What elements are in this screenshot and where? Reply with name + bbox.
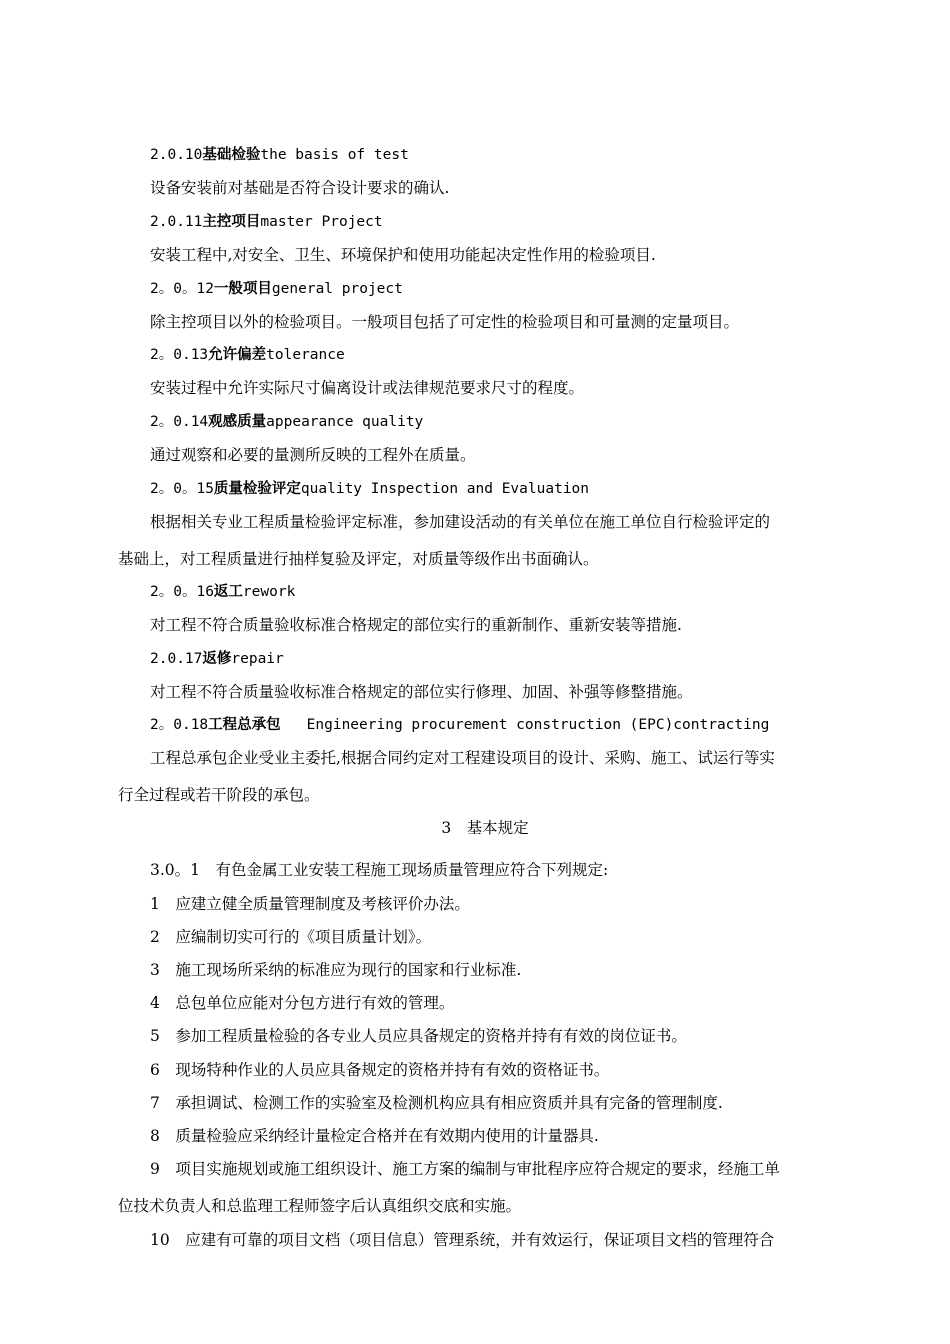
term-definition: 安装工程中,对安全、卫生、环境保护和使用功能起决定性作用的检验项目. bbox=[150, 246, 656, 264]
list-item: 7 承担调试、检测工作的实验室及检测机构应具有相应资质并具有完备的管理制度. bbox=[150, 1094, 723, 1112]
term-definition: 安装过程中允许实际尺寸偏离设计或法律规范要求尺寸的程度。 bbox=[150, 379, 585, 397]
section-heading: 3 基本规定 bbox=[441, 819, 529, 837]
term-heading: 2。0。12一般项目general project bbox=[150, 281, 403, 297]
term-heading: 2。0。16返工rework bbox=[150, 584, 296, 600]
list-item: 9 项目实施规划或施工组织设计、施工方案的编制与审批程序应符合规定的要求，经施工单 bbox=[150, 1160, 780, 1178]
term-definition: 设备安装前对基础是否符合设计要求的确认. bbox=[150, 179, 450, 197]
term-definition: 除主控项目以外的检验项目。一般项目包括了可定性的检验项目和可量测的定量项目。 bbox=[150, 313, 740, 331]
term-definition: 对工程不符合质量验收标准合格规定的部位实行的重新制作、重新安装等措施. bbox=[150, 616, 682, 634]
term-definition: 对工程不符合质量验收标准合格规定的部位实行修理、加固、补强等修整措施。 bbox=[150, 683, 693, 701]
term-heading: 2。0.14观感质量appearance quality bbox=[150, 414, 424, 430]
clause-heading: 3.0。1 有色金属工业安装工程施工现场质量管理应符合下列规定: bbox=[150, 861, 609, 879]
term-heading: 2.0.11主控项目master Project bbox=[150, 214, 383, 230]
term-definition: 通过观察和必要的量测所反映的工程外在质量。 bbox=[150, 446, 476, 464]
term-heading: 2.0.17返修repair bbox=[150, 651, 284, 667]
term-heading: 2.0.10基础检验the basis of test bbox=[150, 147, 409, 163]
term-heading: 2。0.18工程总承包 Engineering procurement construction (EPC)contracting bbox=[150, 717, 770, 733]
list-item: 3 施工现场所采纳的标准应为现行的国家和行业标准. bbox=[150, 961, 522, 979]
list-item-continued: 位技术负责人和总监理工程师签字后认真组织交底和实施。 bbox=[118, 1197, 522, 1215]
term-definition: 根据相关专业工程质量检验评定标准，参加建设活动的有关单位在施工单位自行检验评定的 bbox=[150, 513, 771, 531]
list-item: 6 现场特种作业的人员应具备规定的资格并持有有效的资格证书。 bbox=[150, 1061, 610, 1079]
term-definition: 工程总承包企业受业主委托,根据合同约定对工程建设项目的设计、采购、施工、试运行等实 bbox=[150, 749, 775, 767]
list-item: 1 应建立健全质量管理制度及考核评价办法。 bbox=[150, 895, 470, 913]
list-item: 8 质量检验应采纳经计量检定合格并在有效期内使用的计量器具. bbox=[150, 1127, 599, 1145]
term-definition-continued: 基础上，对工程质量进行抽样复验及评定，对质量等级作出书面确认。 bbox=[118, 550, 599, 568]
list-item: 4 总包单位应能对分包方进行有效的管理。 bbox=[150, 994, 455, 1012]
list-item: 2 应编制切实可行的《项目质量计划》。 bbox=[150, 928, 432, 946]
list-item: 5 参加工程质量检验的各专业人员应具备规定的资格并持有有效的岗位证书。 bbox=[150, 1027, 687, 1045]
term-heading: 2。0。15质量检验评定quality Inspection and Evaluation bbox=[150, 481, 590, 497]
term-definition-continued: 行全过程或若干阶段的承包。 bbox=[118, 786, 320, 804]
list-item: 10 应建有可靠的项目文档（项目信息）管理系统，并有效运行，保证项目文档的管理符合 bbox=[150, 1231, 775, 1249]
term-heading: 2。0.13允许偏差tolerance bbox=[150, 347, 345, 363]
